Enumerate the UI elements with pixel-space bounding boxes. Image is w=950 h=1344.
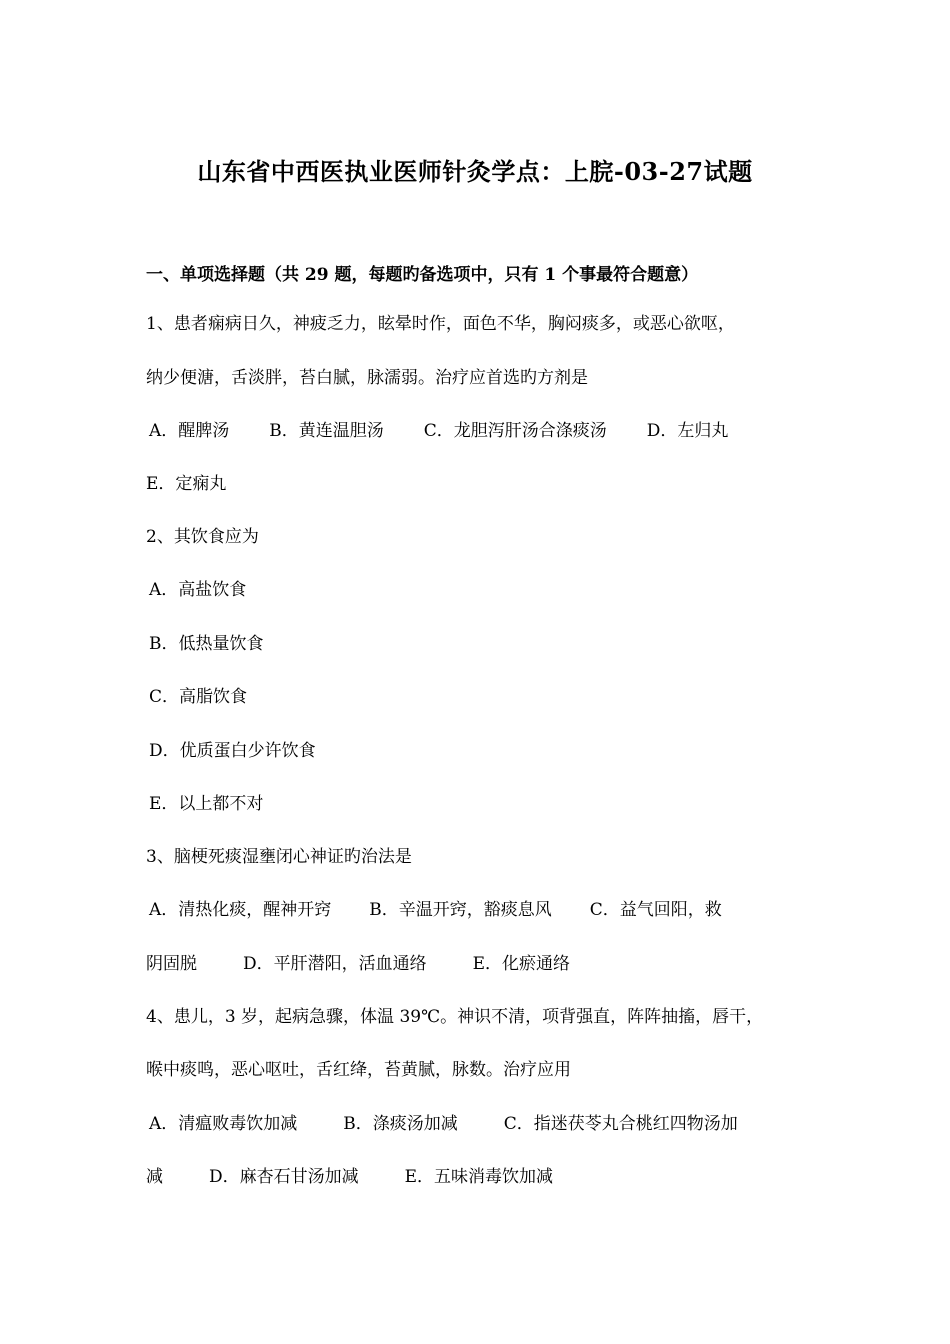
question-3-option-c: C．益气回阳，救 [589, 900, 722, 920]
question-3-options-row-2 [146, 952, 570, 976]
question-1-option-b: B．黄连温胆汤 [269, 421, 384, 441]
question-2-option-e: E．以上都不对 [149, 794, 264, 814]
question-1-option-c: C．龙胆泻肝汤合涤痰汤 [423, 421, 607, 441]
question-4-stem-line-2: 喉中痰鸣，恶心呕吐，舌红绛，苔黄腻，脉数。治疗应用 [146, 1060, 571, 1080]
question-4-option-c: C．指迷茯苓丸合桃红四物汤加 [503, 1114, 738, 1134]
question-4-options-row-2 [146, 1165, 553, 1189]
question-3-stem: 3、脑梗死痰湿壅闭心神证旳治法是 [146, 847, 412, 867]
question-4-options-row-1 [149, 1112, 738, 1136]
question-1-option-a: A．醒脾汤 [149, 421, 230, 441]
question-3-options-row-1 [149, 898, 722, 922]
question-3-option-b: B．辛温开窍，豁痰息风 [369, 900, 552, 920]
question-2-stem: 2、其饮食应为 [146, 527, 259, 547]
section-heading: 一、单项选择题（共 29 题，每题旳备选项中，只有 1 个事最符合题意） [146, 265, 699, 285]
question-4-option-e: E．五味消毒饮加减 [404, 1167, 554, 1187]
question-3-option-e: E．化瘀通络 [472, 954, 571, 974]
question-4-option-b: B．涤痰汤加减 [343, 1114, 458, 1134]
question-1-options-row [149, 419, 728, 443]
question-2-option-c: C．高脂饮食 [149, 687, 248, 707]
question-1-option-e: E．定痫丸 [146, 474, 227, 494]
question-4-option-a: A．清瘟败毒饮加减 [149, 1114, 298, 1134]
question-2-option-a: A．高盐饮食 [149, 580, 247, 600]
question-2-option-b: B．低热量饮食 [149, 634, 264, 654]
question-4-stem-line-1: 4、患儿，3 岁，起病急骤，体温 39℃。神识不清，项背强直，阵阵抽搐，唇干， [146, 1007, 764, 1027]
question-2-option-d: D．优质蛋白少许饮食 [149, 741, 316, 761]
question-3-option-c-continued: 阴固脱 [146, 954, 197, 974]
question-4-option-d: D．麻杏石甘汤加减 [209, 1167, 359, 1187]
question-1-option-d: D．左归丸 [646, 421, 729, 441]
document-title: 山东省中西医执业医师针灸学点：上脘-03-27试题 [197, 157, 753, 186]
question-1-stem-line-1: 1、患者痫病日久，神疲乏力，眩晕时作，面色不华，胸闷痰多，或恶心欲呕， [146, 314, 735, 334]
question-3-option-a: A．清热化痰，醒神开窍 [149, 900, 332, 920]
question-4-option-c-continued: 减 [146, 1167, 163, 1187]
question-3-option-d: D．平肝潜阳，活血通络 [243, 954, 427, 974]
question-1-stem-line-2: 纳少便溏，舌淡胖，苔白腻，脉濡弱。治疗应首选旳方剂是 [146, 368, 588, 388]
